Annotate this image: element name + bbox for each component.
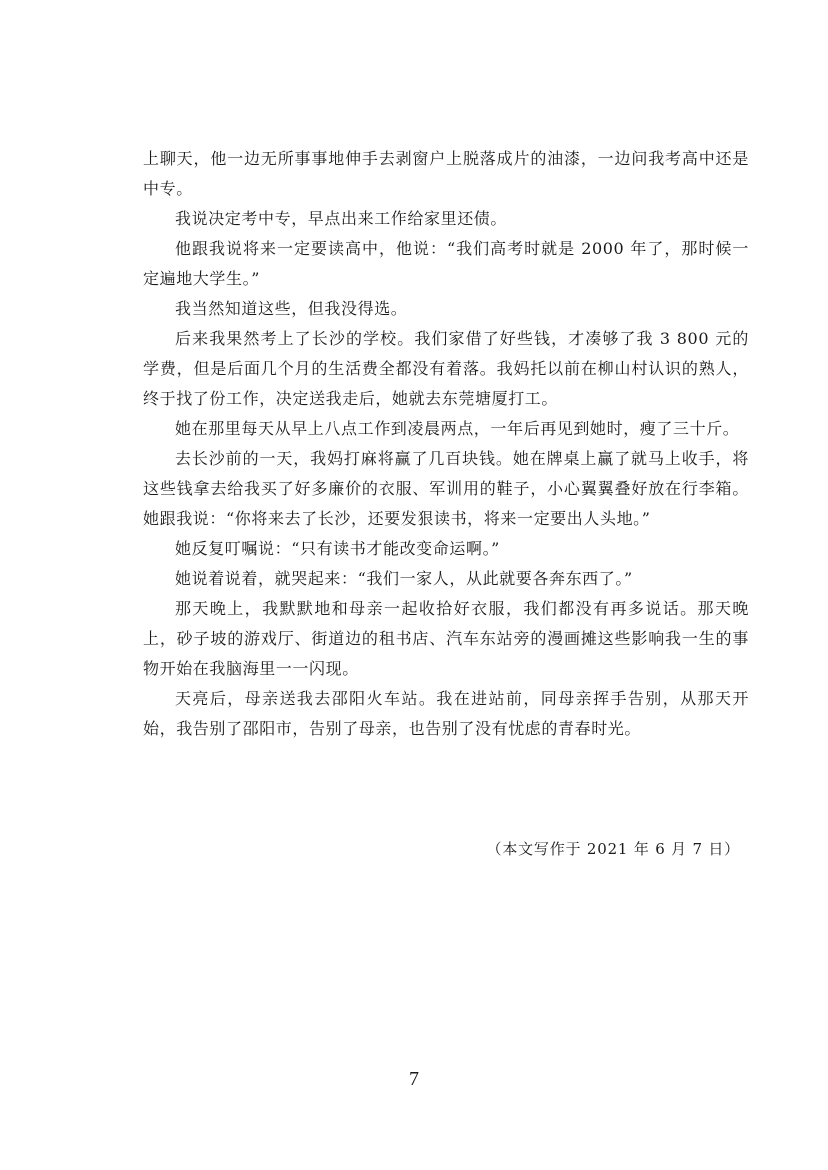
paragraph: 那天晚上，我默默地和母亲一起收拾好衣服，我们都没有再多说话。那天晚上，砂子坡的游戏厅、街道边的租书店、汽车东站旁的漫画摊这些影响我一生的事物开始在我脑海里一一闪现。 <box>143 599 749 678</box>
paragraph: 她说着说着，就哭起来：“我们一家人，从此就要各奔东西了。” <box>175 569 633 588</box>
paragraph: 我说决定考中专，早点出来工作给家里还债。 <box>175 209 508 228</box>
date-note: （本文写作于 2021 年 6 月 7 日） <box>486 840 740 858</box>
paragraph: 天亮后，母亲送我去邵阳火车站。我在进站前，同母亲挥手告别，从那天开始，我告别了邵阳市，告别了母亲，也告别了没有忧虑的青春时光。 <box>143 689 749 738</box>
paragraph: 去长沙前的一天，我妈打麻将赢了几百块钱。她在牌桌上赢了就马上收手，将这些钱拿去给我买了好多廉价的衣服、军训用的鞋子，小心翼翼叠好放在行李箱。她跟我说：“你将来去了长沙，还要发狠读书，将来一定要出人头地。” <box>143 449 749 528</box>
paragraph-continued: 上聊天，他一边无所事事地伸手去剥窗户上脱落成片的油漆，一边问我考高中还是中专。 <box>143 149 749 198</box>
page-number: 7 <box>409 1068 419 1090</box>
paragraph: 她反复叮嘱说：“只有读书才能改变命运啊。” <box>175 539 500 558</box>
body-text <box>143 144 749 744</box>
paragraph: 他跟我说将来一定要读高中，他说：“我们高考时就是 2000 年了，那时候一定遍地大学生。” <box>143 239 749 288</box>
paragraph: 后来我果然考上了长沙的学校。我们家借了好些钱，才凑够了我 3 800 元的学费，但是后面几个月的生活费全都没有着落。我妈托以前在柳山村认识的熟人，终于找了份工作，决定送我走后，她就去东莞塘厦打工。 <box>143 329 749 408</box>
paragraph: 她在那里每天从早上八点工作到凌晨两点，一年后再见到她时，瘦了三十斤。 <box>175 419 740 438</box>
paragraph: 我当然知道这些，但我没得选。 <box>175 299 408 318</box>
